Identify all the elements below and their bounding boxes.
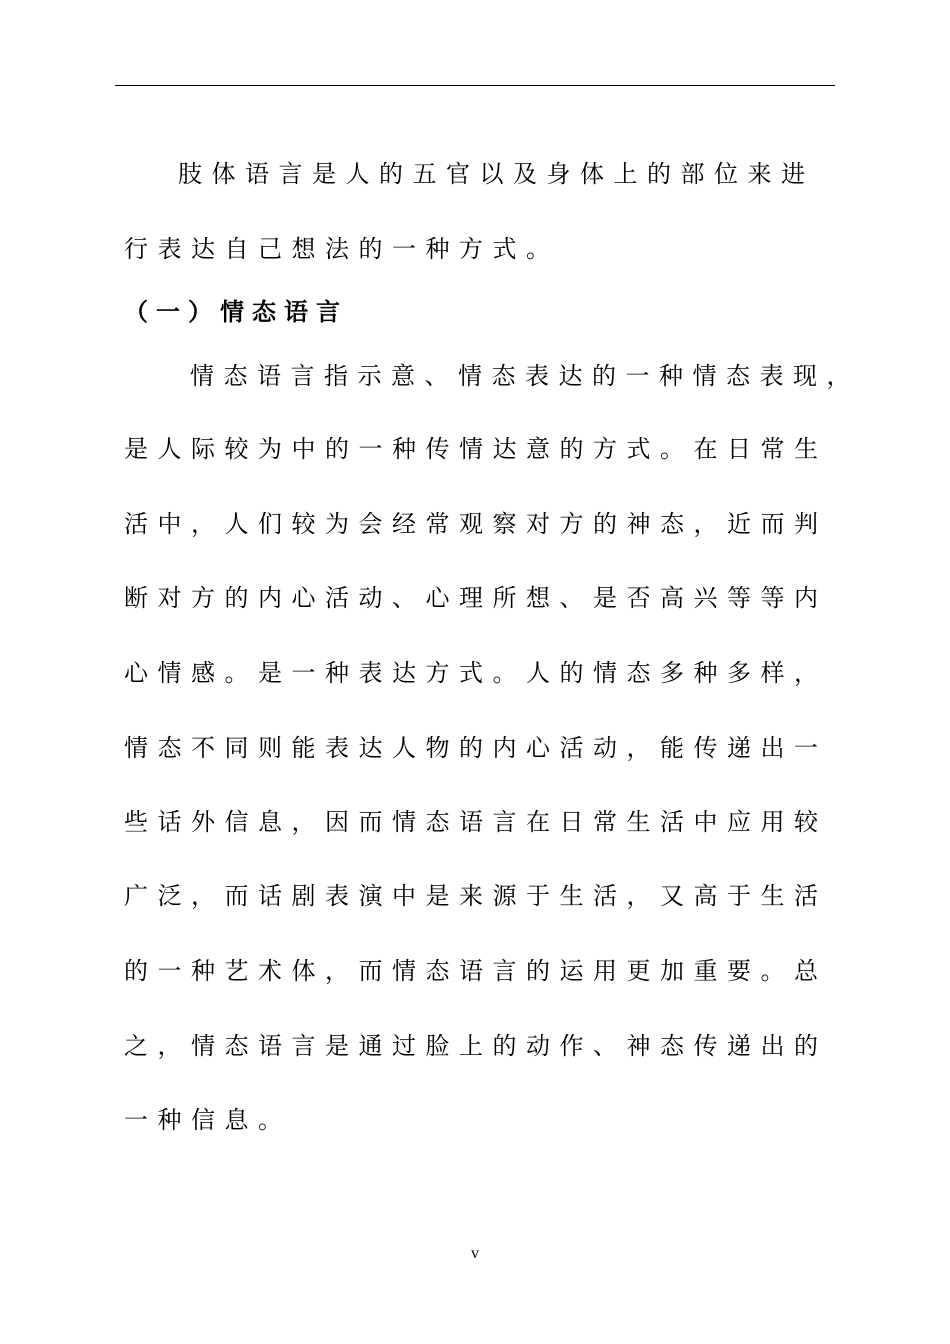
section-heading: （一）情态语言 — [124, 298, 348, 326]
paragraph-line-2: 是人际较为中的一种传情达意的方式。在日常生 — [124, 435, 828, 463]
intro-paragraph-line-2: 行表达自己想法的一种方式。 — [124, 235, 560, 263]
paragraph-line-7: 些话外信息，因而情态语言在日常生活中应用较 — [124, 808, 828, 836]
paragraph-line-5: 心情感。是一种表达方式。人的情态多种多样， — [124, 659, 828, 687]
paragraph-line-9: 的一种艺术体，而情态语言的运用更加重要。总 — [124, 957, 828, 985]
paragraph-line-3: 活中，人们较为会经常观察对方的神态，近而判 — [124, 510, 828, 538]
header-rule — [115, 85, 835, 86]
paragraph-line-10: 之，情态语言是通过脸上的动作、神态传递出的 — [124, 1032, 828, 1060]
paragraph-line-4: 断对方的内心活动、心理所想、是否高兴等等内 — [124, 584, 828, 612]
paragraph-line-8: 广泛，而话剧表演中是来源于生活，又高于生活 — [124, 882, 828, 910]
page-number: v — [471, 1245, 479, 1262]
paragraph-line-1: 情态语言指示意、情态表达的一种情态表现， — [190, 362, 860, 390]
paragraph-line-6: 情态不同则能表达人物的内心活动，能传递出一 — [124, 734, 828, 762]
paragraph-line-11: 一种信息。 — [124, 1106, 292, 1134]
intro-paragraph-line-1: 肢体语言是人的五官以及身体上的部位来进 — [178, 160, 815, 188]
